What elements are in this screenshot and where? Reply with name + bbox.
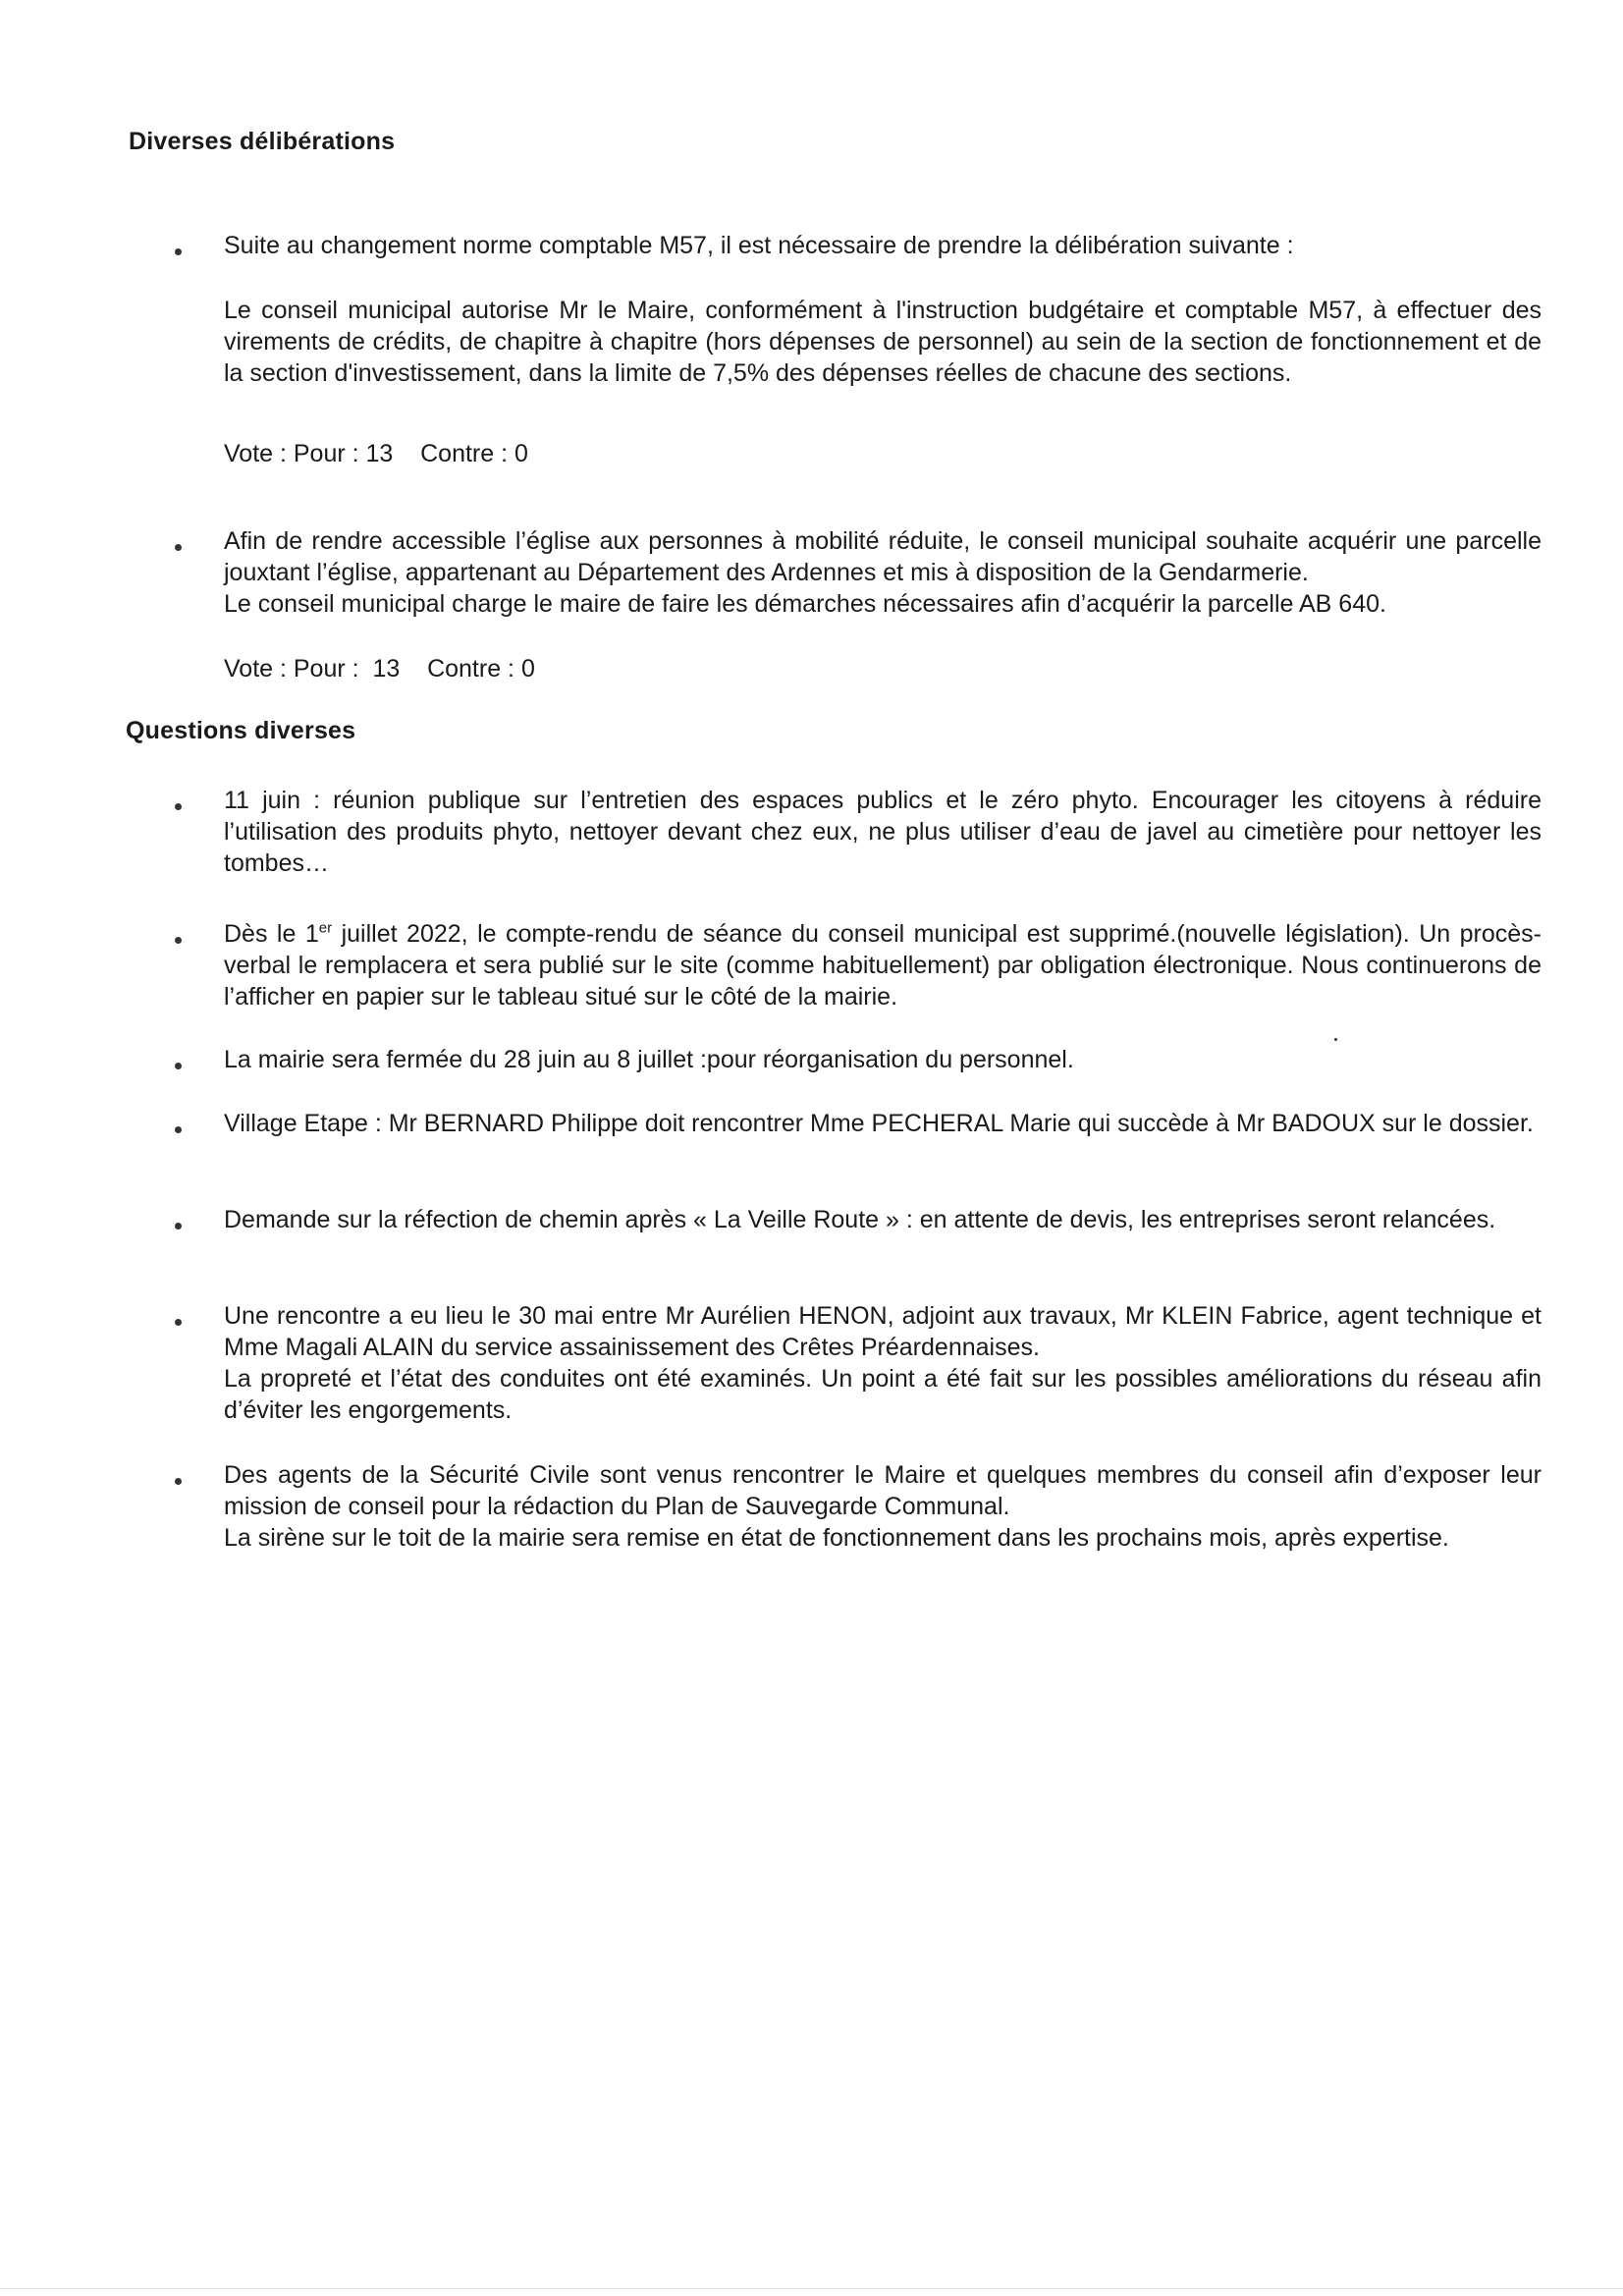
question-item: [224, 1459, 1542, 1554]
question-text: Des agents de la Sécurité Civile sont venus rencontrer le Maire et quelques membres du conseil afin d’exposer leur mission de conseil pour la rédaction du Plan de Sauvegarde Communal.: [224, 1461, 1542, 1520]
question-text: 11 juin : réunion publique sur l’entretien des espaces publics et le zéro phyto. Encourager les citoyens à réduire l’utilisation des produits phyto, nettoyer devant chez eux, ne plus utiliser d’eau de javel au cimetière pour nettoyer les tombes…: [224, 787, 1542, 877]
question-text-2: La sirène sur le toit de la mairie sera remise en état de fonctionnement dans les prochains mois, après expertise.: [224, 1524, 1449, 1552]
bullet-marker: [175, 1221, 187, 1232]
vote-result: Vote : Pour : 13 Contre : 0: [224, 655, 535, 683]
question-item: [224, 918, 1542, 1012]
deliberation-item: [224, 230, 1542, 261]
deliberation-body: Le conseil municipal autorise Mr le Maire, conformément à l'instruction budgétaire et comptable M57, à effectuer des virements de crédits, de chapitre à chapitre (hors dépenses de personnel) au sein de la section de fonctionnement et de la section d'investissement, dans la limite de 7,5% des dépenses réelles de chacune des sections.: [224, 297, 1542, 387]
deliberation-body: Afin de rendre accessible l’église aux personnes à mobilité réduite, le conseil municipal souhaite acquérir une parcelle jouxtant l’église, appartenant au Département des Ardennes et mis à disposition de la Gendarmerie.: [224, 527, 1542, 586]
section-heading-questions: Questions diverses: [126, 717, 356, 744]
question-item: [224, 785, 1542, 879]
section-heading-deliberations: Diverses délibérations: [129, 128, 396, 155]
question-item: [224, 1204, 1542, 1235]
bullet-marker: [175, 1061, 187, 1072]
bullet-marker: [175, 246, 187, 258]
deliberation-body-2: Le conseil municipal charge le maire de faire les démarches nécessaires afin d’acquérir la parcelle AB 640.: [224, 590, 1386, 618]
bullet-marker: [175, 935, 187, 947]
deliberation-text: [224, 295, 1542, 389]
question-text: Demande sur la réfection de chemin après « La Veille Route » : en attente de devis, les entreprises seront relancées.: [224, 1206, 1496, 1233]
ordinal-suffix: er: [318, 919, 333, 937]
deliberation-intro: Suite au changement norme comptable M57, il est nécessaire de prendre la délibération suivante :: [224, 232, 1294, 259]
bullet-marker: [175, 1317, 187, 1329]
bullet-marker: [175, 801, 187, 813]
question-item: [224, 1300, 1542, 1426]
question-item: [224, 1044, 1542, 1075]
bullet-marker: [175, 1476, 187, 1488]
deliberation-item: [224, 525, 1542, 620]
vote-result: Vote : Pour : 13 Contre : 0: [224, 440, 528, 467]
question-text-start: Dès le 1: [224, 920, 319, 948]
question-item: [224, 1108, 1542, 1139]
question-text: Une rencontre a eu lieu le 30 mai entre Mr Aurélien HENON, adjoint aux travaux, Mr KLEIN Fabrice, agent technique et Mme Magali ALAIN du service assainissement des Crêtes Préardennaises.: [224, 1302, 1542, 1361]
question-text: La mairie sera fermée du 28 juin au 8 juillet :pour réorganisation du personnel.: [224, 1046, 1074, 1073]
question-text: Village Etape : Mr BERNARD Philippe doit rencontrer Mme PECHERAL Marie qui succède à Mr BADOUX sur le dossier.: [224, 1110, 1534, 1137]
bullet-marker: [175, 1124, 187, 1136]
scan-edge-line: [0, 2288, 1623, 2289]
question-text-rest: juillet 2022, le compte-rendu de séance du conseil municipal est supprimé.(nouvelle législation). Un procès-verbal le remplacera et sera publié sur le site (comme habituellement) par obligation électronique. Nous continuerons de l’afficher en papier sur le tableau situé sur le côté de la mairie.: [224, 920, 1542, 1011]
scan-speck: [1334, 1038, 1337, 1041]
question-text-2: La propreté et l’état des conduites ont été examinés. Un point a été fait sur les possibles améliorations du réseau afin d’éviter les engorgements.: [224, 1365, 1542, 1424]
bullet-marker: [175, 542, 187, 554]
question-text: [224, 918, 1542, 1012]
